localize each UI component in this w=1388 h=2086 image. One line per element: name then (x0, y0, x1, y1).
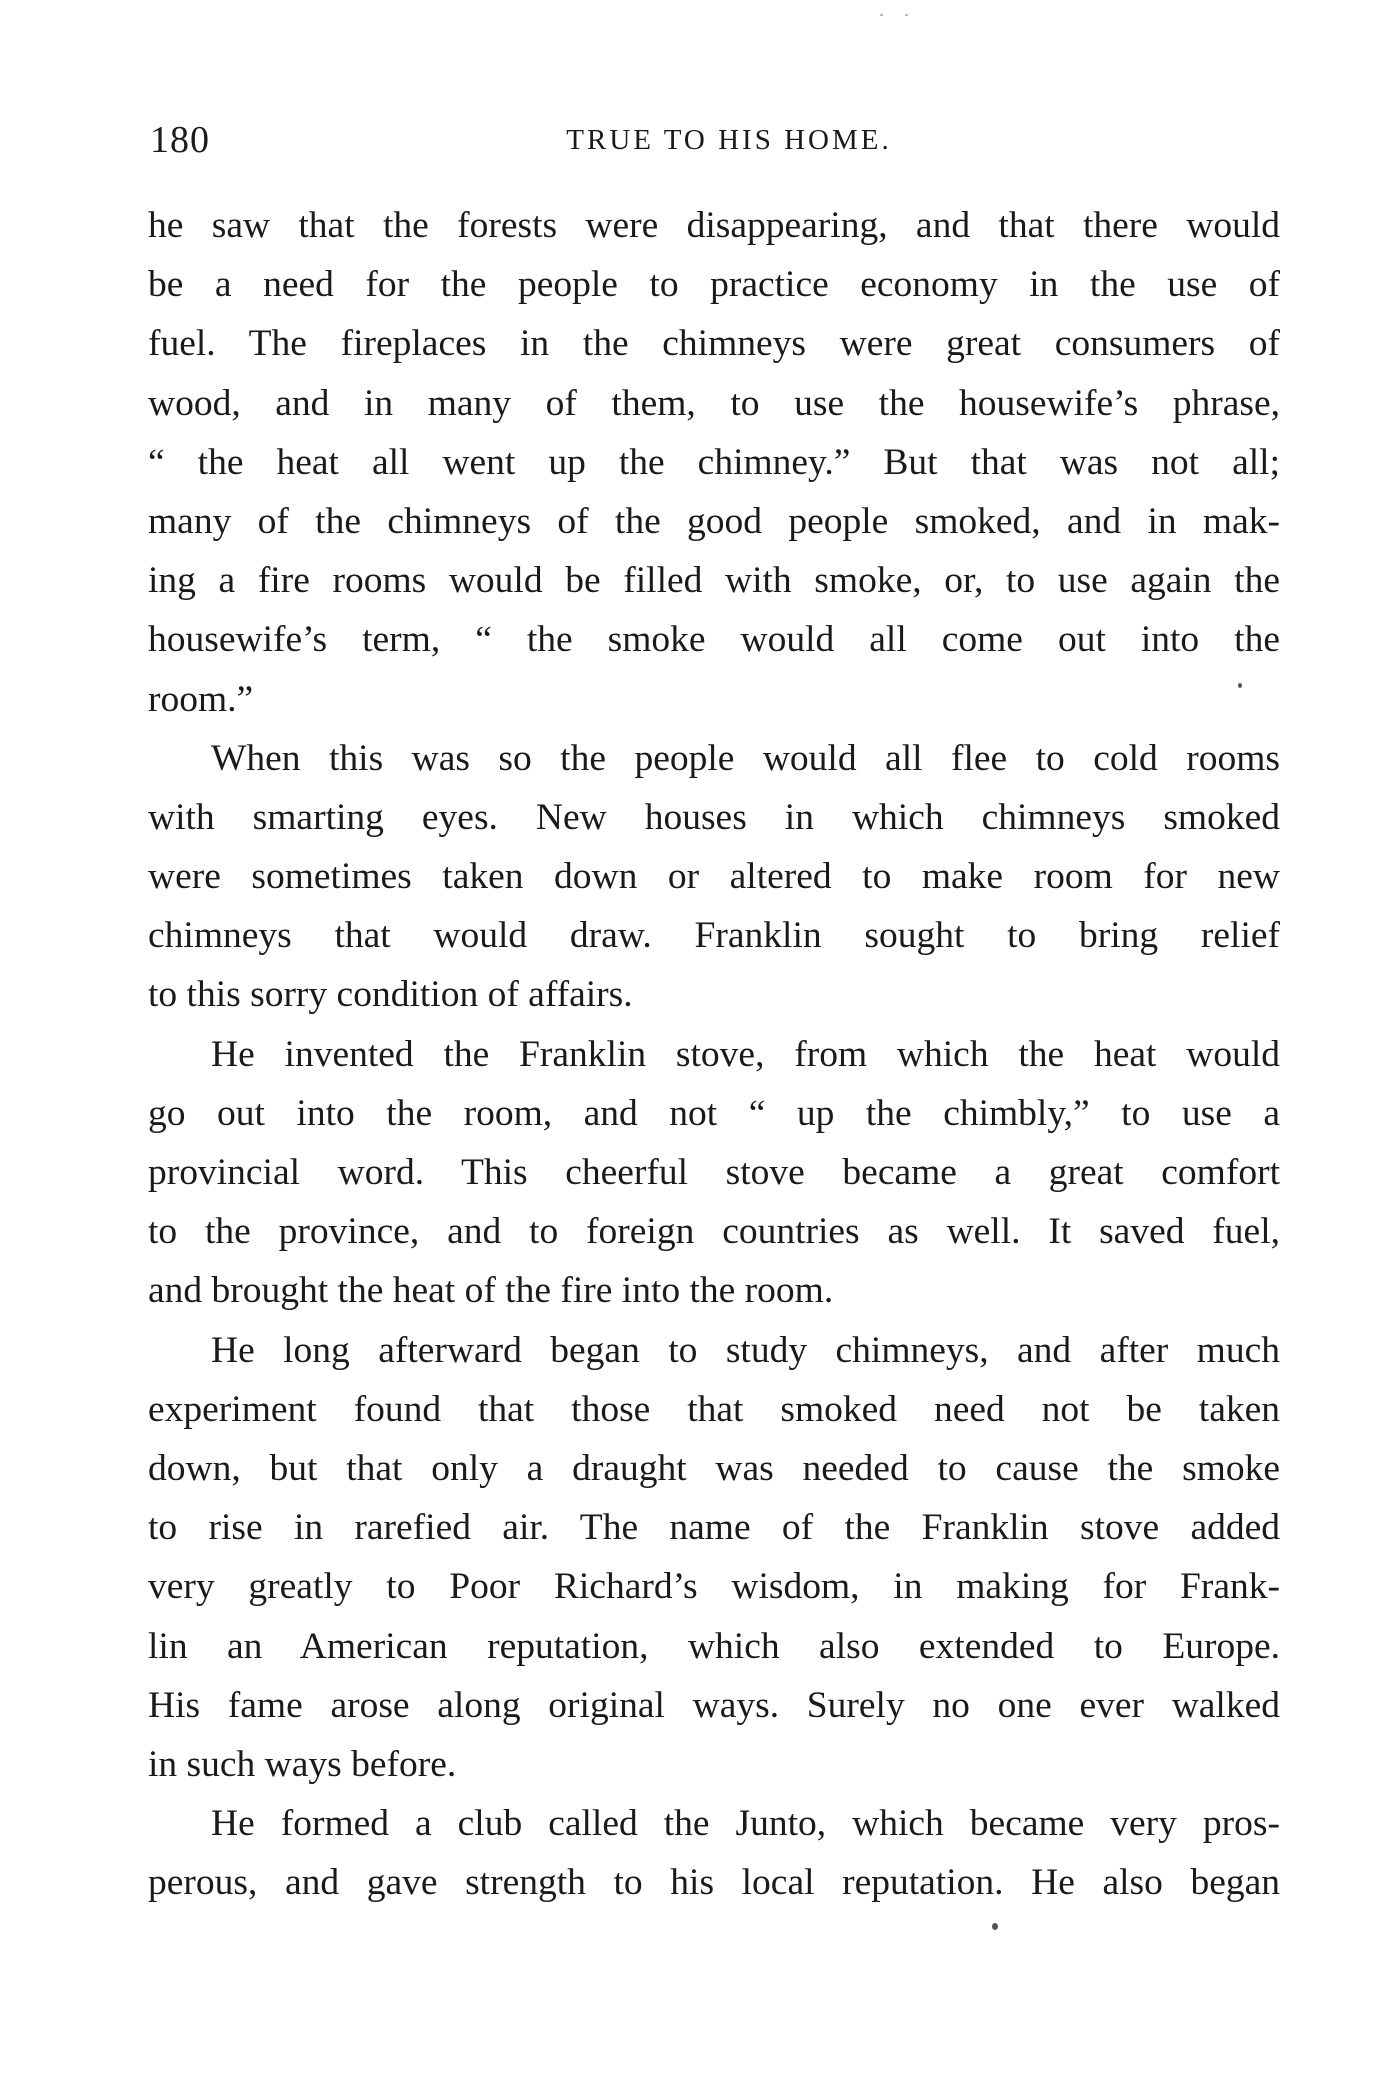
text-line: were sometimes taken down or altered to make room for new (148, 856, 1280, 898)
text-line: chimneys that would draw. Franklin sought to bring relief (148, 915, 1280, 957)
paragraph-1 (148, 196, 1280, 729)
text-line: very greatly to Poor Richard’s wisdom, in making for Frank- (148, 1566, 1280, 1608)
text-line: housewife’s term, “ the smoke would all come out into the (148, 619, 1280, 661)
text-line: lin an American reputation, which also extended to Europe. (148, 1625, 1280, 1667)
text-line: and brought the heat of the fire into the room. (148, 1270, 834, 1312)
text-line: provincial word. This cheerful stove became a great comfort (148, 1152, 1280, 1193)
ink-speck (992, 1923, 998, 1930)
text-line: He invented the Franklin stove, from which the heat would (211, 1033, 1280, 1075)
text-line: “ the heat all went up the chimney.” But that was not all; (148, 441, 1280, 483)
running-title: TRUE TO HIS HOME. (566, 124, 892, 156)
text-line: many of the chimneys of the good people smoked, and in mak- (148, 500, 1280, 542)
paragraph-3 (148, 1025, 1280, 1321)
page-number: 180 (150, 119, 210, 161)
ink-speck (905, 14, 908, 16)
body-text (148, 196, 1280, 1912)
text-line: he saw that the forests were disappearing, and that there would (148, 205, 1280, 246)
text-line: He long afterward began to study chimneys, and after much (211, 1329, 1280, 1371)
text-line: to the province, and to foreign countries as well. It saved fuel, (148, 1211, 1280, 1253)
text-line: to rise in rarefied air. The name of the Franklin stove added (148, 1507, 1280, 1549)
text-line: His fame arose along original ways. Surely no one ever walked (148, 1684, 1280, 1726)
paragraph-2 (148, 729, 1280, 1025)
text-line: When this was so the people would all flee to cold rooms (211, 737, 1280, 779)
paragraph-4 (148, 1321, 1280, 1795)
text-line: wood, and in many of them, to use the housewife’s phrase, (148, 382, 1280, 424)
text-line: with smarting eyes. New houses in which chimneys smoked (148, 796, 1280, 838)
text-line: perous, and gave strength to his local reputation. He also began (148, 1862, 1280, 1904)
text-line: room.” (148, 678, 254, 720)
ink-speck (880, 14, 883, 16)
text-line: experiment found that those that smoked need not be taken (148, 1388, 1280, 1430)
page-header (150, 112, 1278, 168)
text-line: to this sorry condition of affairs. (148, 974, 633, 1016)
text-line: ing a fire rooms would be filled with smoke, or, to use again the (148, 560, 1280, 602)
text-line: He formed a club called the Junto, which became very pros- (211, 1803, 1280, 1845)
text-line: in such ways before. (148, 1743, 457, 1785)
text-line: down, but that only a draught was needed to cause the smoke (148, 1447, 1280, 1489)
text-line: go out into the room, and not “ up the chimbly,” to use a (148, 1092, 1280, 1134)
text-line: fuel. The fireplaces in the chimneys were great consumers of (148, 323, 1280, 365)
ink-speck (1238, 683, 1242, 688)
text-line: be a need for the people to practice economy in the use of (148, 264, 1280, 306)
paragraph-5 (148, 1794, 1280, 1912)
